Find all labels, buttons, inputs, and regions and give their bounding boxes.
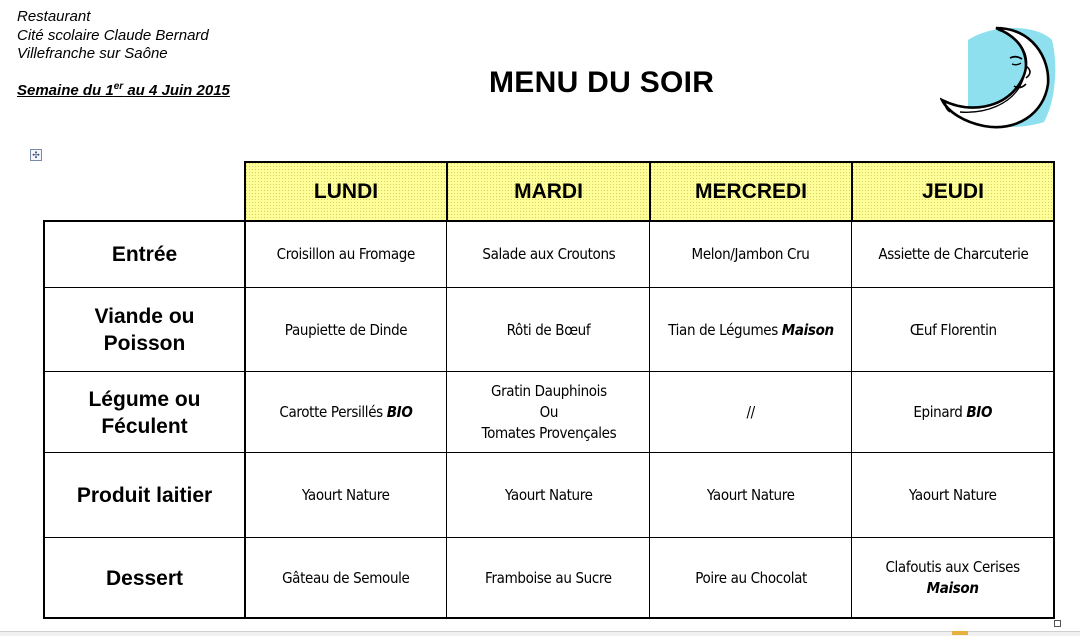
menu-item-tag: BIO (386, 403, 413, 421)
address-line: Cité scolaire Claude Bernard (17, 26, 209, 44)
row-label-line: Poisson (103, 332, 186, 355)
table-border (1053, 220, 1055, 619)
menu-item-text: Yaourt Nature (707, 486, 795, 504)
menu-item-text: Croisillon au Fromage (276, 245, 416, 263)
day-header (650, 162, 852, 221)
menu-item-text: Assiette de Charcuterie (877, 245, 1029, 263)
moon-face-icon (940, 22, 1056, 130)
row-label (44, 221, 245, 288)
restaurant-address (17, 8, 209, 64)
menu-item (650, 538, 852, 618)
table-border (1053, 161, 1055, 221)
menu-item-text: Yaourt Nature (504, 486, 593, 504)
menu-item-text: Yaourt Nature (302, 486, 390, 504)
day-header (245, 162, 447, 221)
address-line: Villefranche sur Saône (17, 45, 168, 62)
menu-item (650, 288, 852, 372)
menu-item (852, 538, 1054, 618)
week-prefix: Semaine du 1 (17, 82, 114, 99)
table-move-handle-icon[interactable]: ✣ (30, 149, 42, 161)
row-label (44, 538, 245, 618)
menu-item-text: Melon/Jambon Cru (692, 245, 810, 263)
table-border (43, 371, 1055, 372)
menu-item (447, 538, 650, 618)
menu-item (245, 538, 447, 618)
menu-item (650, 372, 852, 453)
menu-item-tag: Maison (781, 320, 834, 339)
table-border (446, 161, 448, 221)
table-resize-handle[interactable] (1054, 620, 1061, 627)
table-border (244, 161, 246, 221)
table-border (649, 220, 650, 619)
menu-item-text: // (746, 403, 756, 421)
menu-item-text: Salade aux Croutons (482, 245, 615, 263)
menu-item-text: Clafoutis aux Cerises (885, 558, 1021, 576)
menu-item-text: Carotte Persillés (279, 403, 387, 421)
row-label-line: Dessert (105, 566, 184, 590)
menu-item (852, 372, 1054, 453)
bottom-strip (0, 631, 1080, 636)
table-border (43, 617, 1055, 619)
menu-item-text: Yaourt Nature (909, 486, 997, 504)
day-label: LUNDI (313, 179, 379, 203)
menu-item (447, 221, 650, 288)
week-sup: er (113, 81, 124, 92)
menu-item (852, 288, 1054, 372)
menu-item (245, 288, 447, 372)
menu-item (852, 221, 1054, 288)
table-border (43, 220, 45, 619)
menu-item-text: Gâteau de Semoule (282, 568, 410, 587)
menu-item (447, 288, 650, 372)
menu-item (447, 453, 650, 538)
menu-item (650, 221, 852, 288)
week-dates (17, 81, 230, 99)
table-border (43, 287, 1055, 288)
menu-item-text: Rôti de Bœuf (506, 320, 591, 339)
menu-item-tag: BIO (966, 403, 993, 421)
table-border (649, 161, 651, 221)
menu-item (245, 372, 447, 453)
day-header (447, 162, 650, 221)
week-suffix: au 4 Juin 2015 (123, 82, 230, 99)
menu-item-text: Tomates Provençales (481, 424, 616, 442)
page-title: MENU DU SOIR (489, 66, 715, 99)
menu-item-text: Œuf Florentin (909, 320, 997, 339)
row-label (44, 453, 245, 538)
menu-item-text: Epinard (913, 403, 967, 421)
menu-item-text: Ou (539, 403, 558, 421)
address-line: Restaurant (17, 8, 91, 25)
day-label: JEUDI (922, 179, 984, 203)
row-label (44, 288, 245, 372)
table-border (43, 452, 1055, 453)
menu-item (852, 453, 1054, 538)
menu-item-text: Gratin Dauphinois (490, 382, 607, 400)
row-label (44, 372, 245, 453)
table-border (244, 220, 246, 619)
day-header (852, 162, 1054, 221)
table-border (851, 161, 853, 221)
row-label-line: Entrée (111, 243, 178, 266)
table-border (43, 537, 1055, 538)
row-label-line: Légume ou (88, 387, 201, 411)
day-label: MERCREDI (694, 179, 807, 203)
menu-item (245, 221, 447, 288)
menu-item-text: Framboise au Sucre (485, 568, 612, 587)
menu-item (245, 453, 447, 538)
table-border (43, 220, 1055, 222)
row-label-line: Produit laitier (76, 484, 213, 507)
day-label: MARDI (514, 179, 583, 203)
menu-item (650, 453, 852, 538)
menu-item-tag: Maison (927, 579, 979, 597)
menu-item-text: Paupiette de Dinde (284, 320, 408, 339)
table-border (851, 220, 852, 619)
table-border (446, 220, 447, 619)
bottom-marker (952, 631, 968, 635)
row-label-line: Viande ou (94, 305, 195, 328)
row-label-line: Féculent (101, 414, 188, 438)
menu-item-text: Poire au Chocolat (695, 568, 807, 587)
menu-item-text: Tian de Légumes (668, 320, 782, 339)
menu-item (447, 372, 650, 453)
